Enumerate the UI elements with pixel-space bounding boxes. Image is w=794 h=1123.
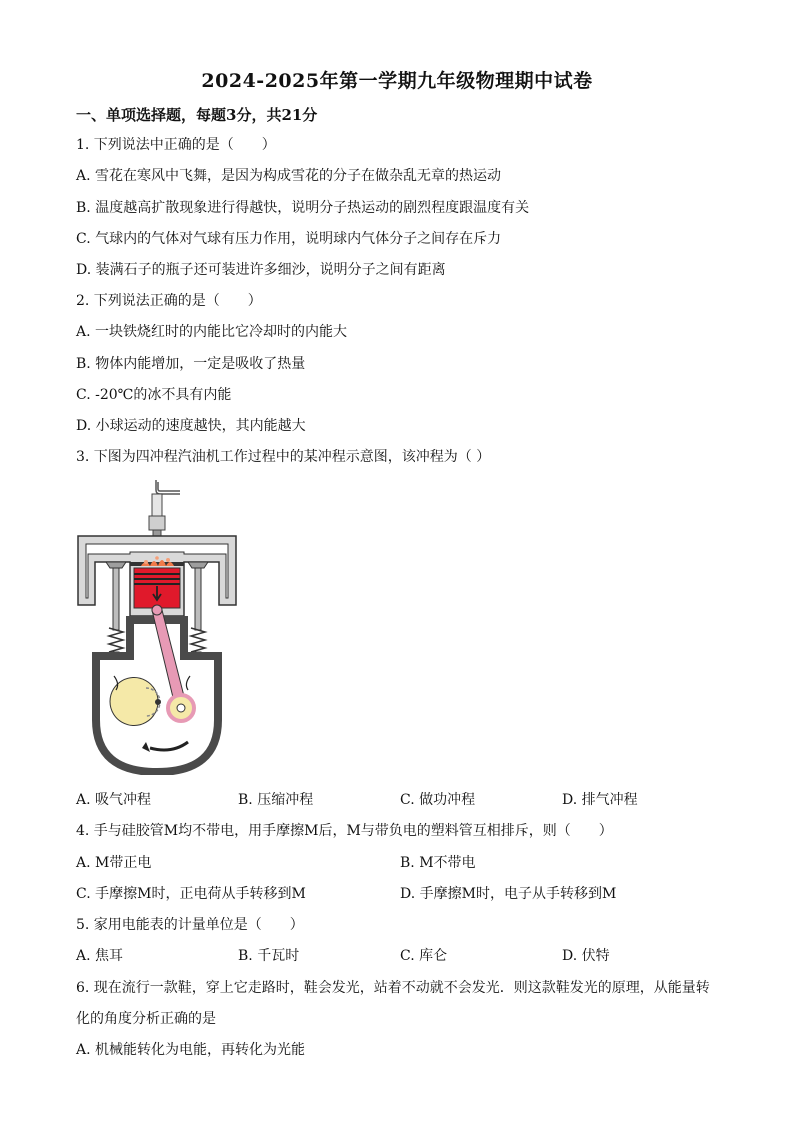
q4-option-d[interactable]: D. 手摩擦M时，电子从手转移到M — [400, 886, 617, 902]
q3-option-b[interactable]: B. 压缩冲程 — [238, 792, 314, 808]
q5-option-b[interactable]: B. 千瓦时 — [238, 948, 300, 964]
q6-option-a[interactable]: A. 机械能转化为电能，再转化为光能 — [76, 1042, 306, 1058]
q2-option-d[interactable]: D. 小球运动的速度越快，其内能越大 — [76, 418, 306, 434]
q1-stem: 1. 下列说法中正确的是（ ） — [76, 137, 276, 153]
q6-stem-line2: 化的角度分析正确的是 — [76, 1011, 216, 1027]
q3-option-c[interactable]: C. 做功冲程 — [400, 792, 476, 808]
q3-option-d[interactable]: D. 排气冲程 — [562, 792, 638, 808]
q5-option-a[interactable]: A. 焦耳 — [76, 948, 124, 964]
q5-stem: 5. 家用电能表的计量单位是（ ） — [76, 917, 304, 933]
q6-stem-line1: 6. 现在流行一款鞋，穿上它走路时，鞋会发光，站着不动就不会发光．则这款鞋发光的原理，从能量转 — [76, 980, 710, 996]
q2-option-c[interactable]: C. -20℃的冰不具有内能 — [76, 387, 232, 403]
q1-option-b[interactable]: B. 温度越高扩散现象进行得越快，说明分子热运动的剧烈程度跟温度有关 — [76, 200, 530, 216]
q1-option-d[interactable]: D. 装满石子的瓶子还可装进许多细沙，说明分子之间有距离 — [76, 262, 446, 278]
q4-option-b[interactable]: B. M不带电 — [400, 855, 476, 871]
q2-option-a[interactable]: A. 一块铁烧红时的内能比它冷却时的内能大 — [76, 324, 348, 340]
section-heading: 一、单项选择题，每题3分，共21分 — [76, 106, 318, 124]
q2-option-b[interactable]: B. 物体内能增加，一定是吸收了热量 — [76, 356, 306, 372]
spark-plug-icon — [149, 480, 180, 540]
q1-option-c[interactable]: C. 气球内的气体对气球有压力作用，说明球内气体分子之间存在斥力 — [76, 231, 502, 247]
q4-option-c[interactable]: C. 手摩擦M时，正电荷从手转移到M — [76, 886, 306, 902]
q5-option-c[interactable]: C. 库仑 — [400, 948, 448, 964]
piston-icon — [134, 568, 180, 608]
q1-option-a[interactable]: A. 雪花在寒风中飞舞，是因为构成雪花的分子在做杂乱无章的热运动 — [76, 168, 502, 184]
exam-title: 2024-2025年第一学期九年级物理期中试卷 — [201, 70, 593, 92]
q3-option-a[interactable]: A. 吸气冲程 — [76, 792, 152, 808]
q5-option-d[interactable]: D. 伏特 — [562, 948, 610, 964]
q2-stem: 2. 下列说法正确的是（ ） — [76, 293, 262, 309]
q3-stem: 3. 下图为四冲程汽油机工作过程中的某冲程示意图，该冲程为（ ） — [76, 449, 491, 465]
q4-stem: 4. 手与硅胶管M均不带电，用手摩擦M后，M与带负电的塑料管互相排斥，则（ ） — [76, 823, 613, 839]
engine-diagram-figure — [76, 480, 246, 775]
q4-option-a[interactable]: A. M带正电 — [76, 855, 152, 871]
